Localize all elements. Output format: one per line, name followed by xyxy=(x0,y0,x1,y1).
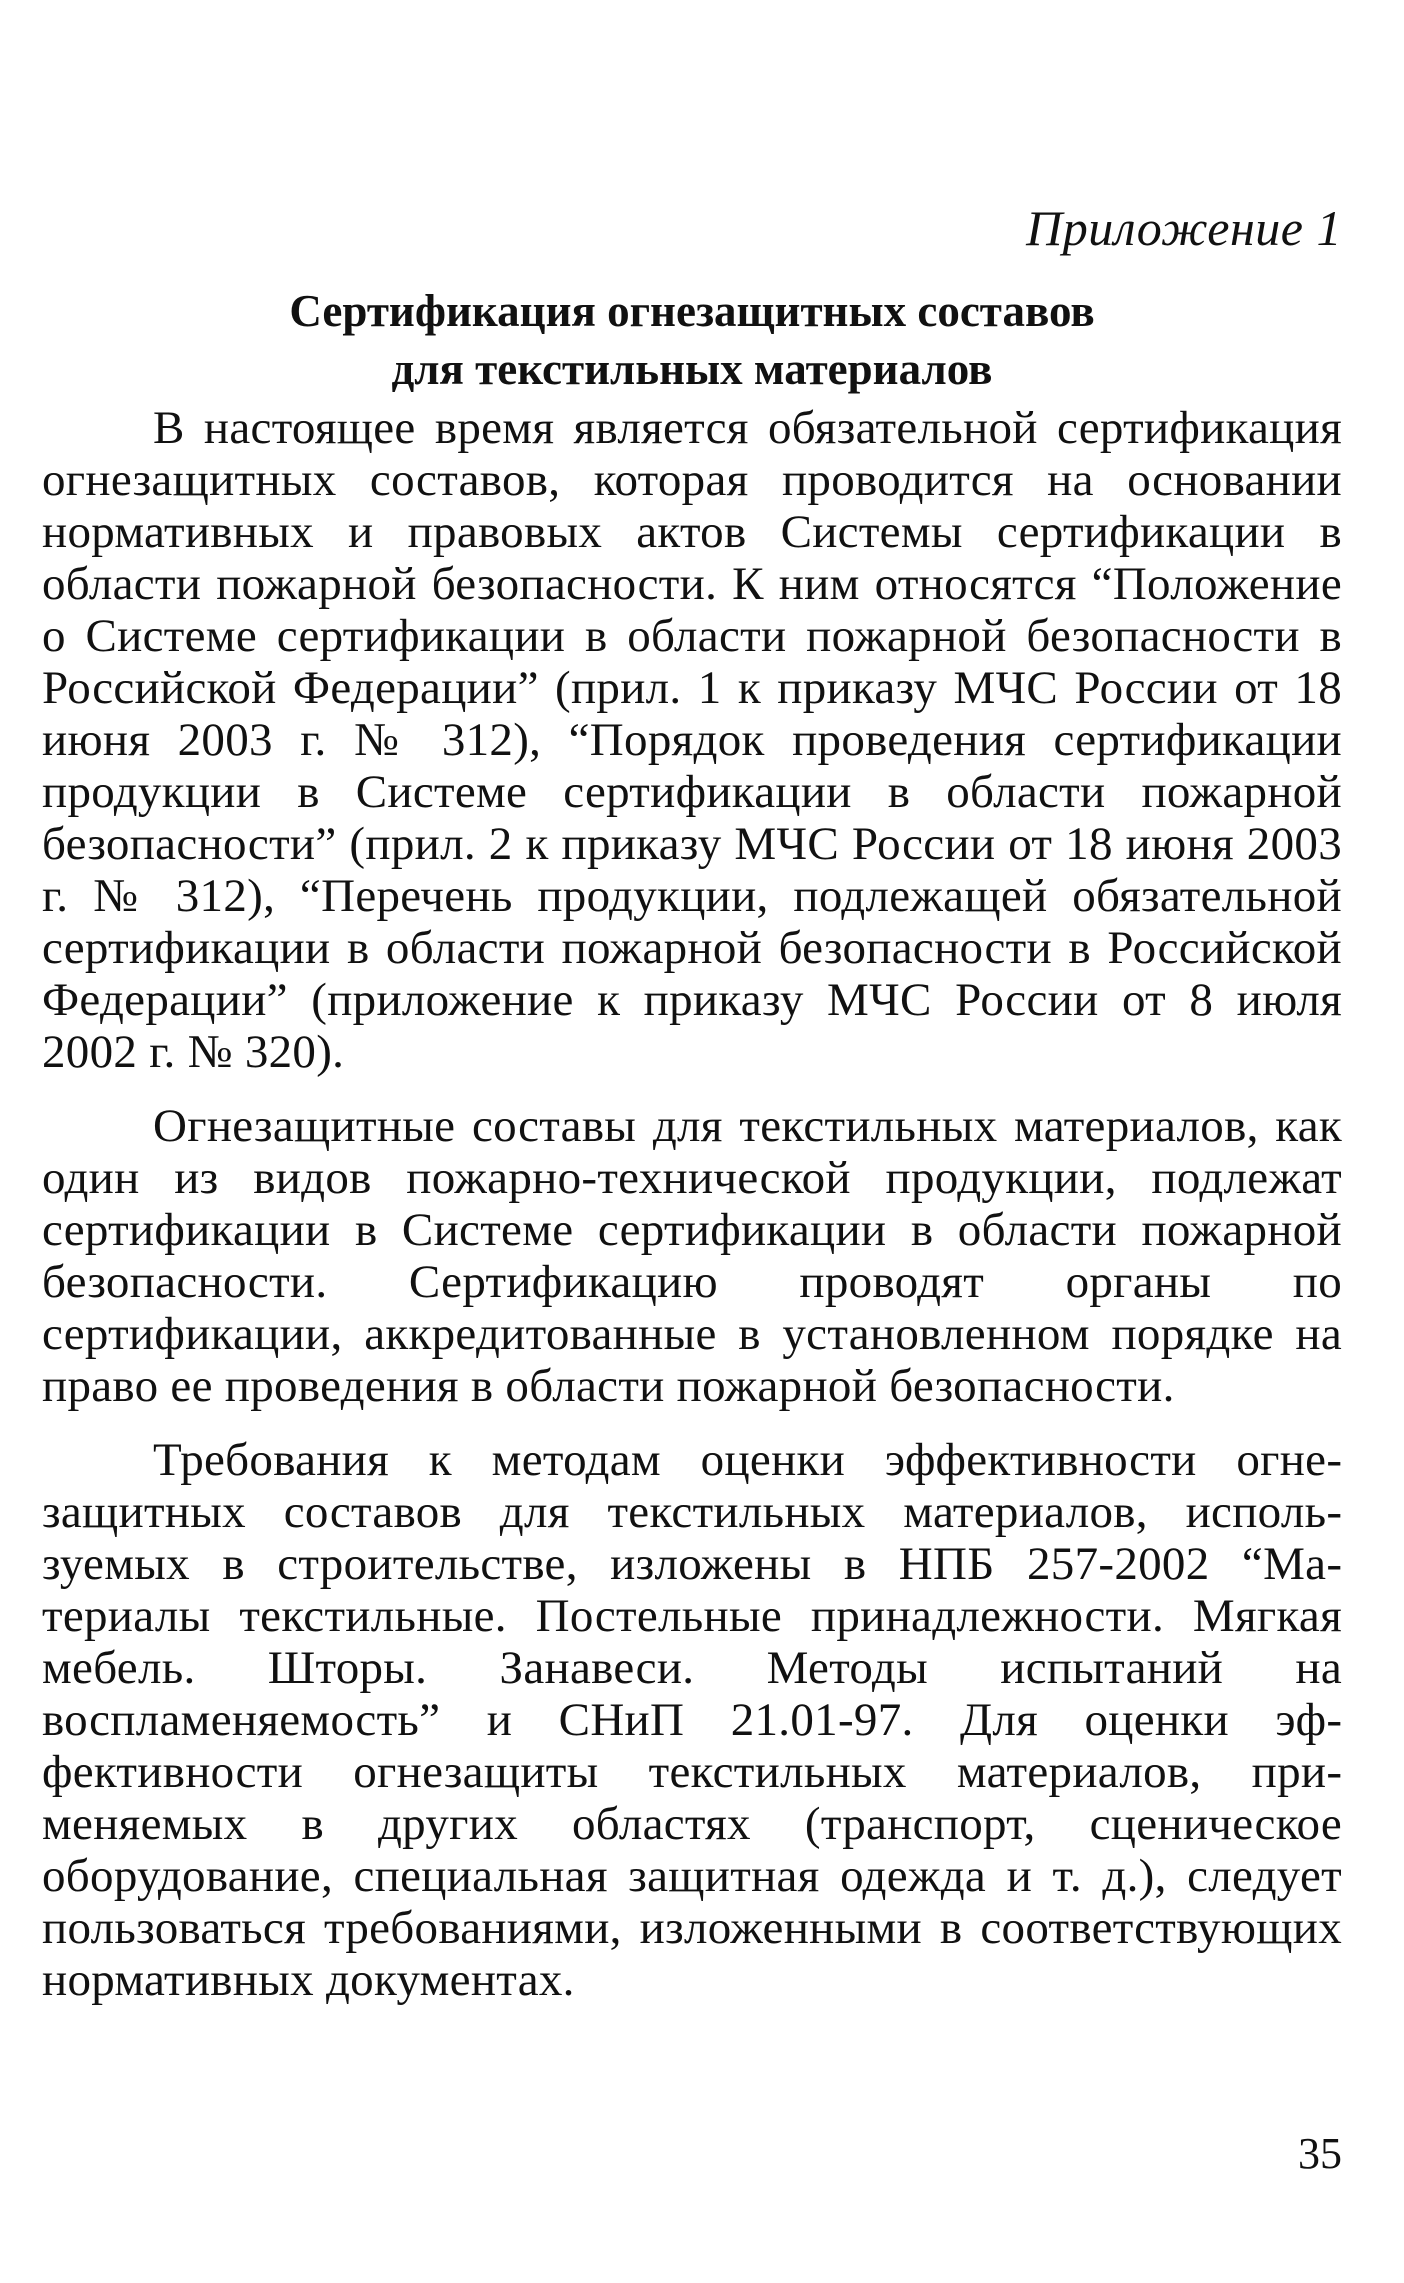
appendix-label: Приложение 1 xyxy=(1026,200,1342,256)
section-title-line-1: Сертификация огнезащитных составов xyxy=(289,286,1095,336)
section-title-line-2: для текстильных материалов xyxy=(391,344,993,394)
page-number: 35 xyxy=(1298,2129,1342,2178)
paragraph-2: Огнезащитные составы для текстильных материалов, как один из видов пожарно-технической продукции, подлежат сертификации в Системе сертификации в области пожарной безопасности. Сертификацию проводят органы по сертификации, аккредитованные в установленном порядке на право ее проведения в области пожарной безопасности. xyxy=(42,1100,1342,1412)
body-text xyxy=(42,402,1342,2028)
document-page xyxy=(42,0,1342,2283)
paragraph-3: Требования к методам оценки эффективности огнезащитных составов для текстильных материалов, используемых в строительстве, изложены в НПБ 257-2002 “Материалы текстильные. Постельные принадлежности. Мягкая мебель. Шторы. Занавеси. Методы испытаний на воспламеняемость” и СНиП 21.01-97. Для оценки эффективности огнезащиты текстильных материалов, применяемых в других областях (транспорт, сценическое оборудование, специальная защитная одежда и т. д.), следует пользоваться требованиями, изложенными в соответствующих нормативных документах. xyxy=(42,1434,1342,2006)
section-title xyxy=(42,282,1342,398)
paragraph-1: В настоящее время является обязательной сертификация огнезащитных составов, которая проводится на основании нормативных и правовых актов Системы сертификации в области пожарной безопасности. К ним относятся “Положение о Системе сертификации в области пожарной безопасности в Российской Федерации” (прил. 1 к приказу МЧС России от 18 июня 2003 г. № 312), “Порядок проведения сертификации продукции в Системе сертификации в области пожарной безопасности” (прил. 2 к приказу МЧС России от 18 июня 2003 г. № 312), “Перечень продукции, подлежащей обязательной сертификации в области пожарной безопасности в Российской Федерации” (приложение к приказу МЧС России от 8 июля 2002 г. № 320). xyxy=(42,402,1342,1078)
